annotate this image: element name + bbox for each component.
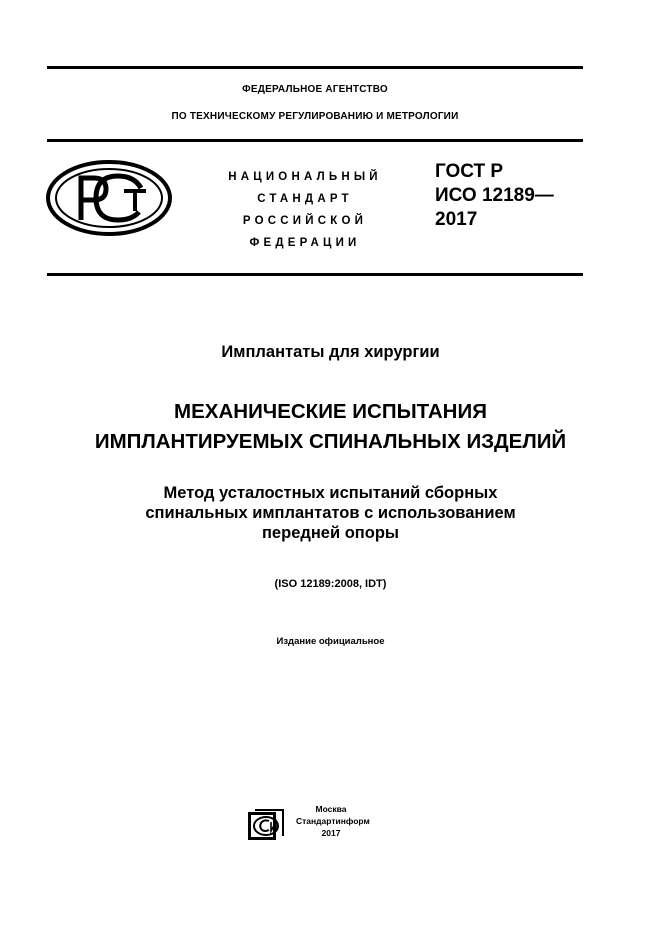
upper-middle-rule [47, 139, 583, 142]
top-rule [47, 66, 583, 69]
main-title-line: МЕХАНИЧЕСКИЕ ИСПЫТАНИЯ [174, 400, 487, 423]
designation-line: ГОСТ Р [435, 161, 504, 182]
lower-middle-rule [47, 273, 583, 276]
publisher-line: 2017 [321, 828, 341, 838]
main-title [0, 397, 661, 457]
agency-name-line-2: ПО ТЕХНИЧЕСКОМУ РЕГУЛИРОВАНИЮ И МЕТРОЛОГИИ [171, 111, 459, 122]
main-title-line: ИМПЛАНТИРУЕМЫХ СПИНАЛЬНЫХ ИЗДЕЛИЙ [94, 430, 567, 453]
edition-label: Издание официальное [276, 636, 385, 647]
publisher-line: Стандартинформ [296, 816, 370, 826]
method-title-line: Метод усталостных испытаний сборных [163, 484, 498, 502]
standard-designation [435, 160, 554, 232]
iso-reference: (ISO 12189:2008, IDT) [274, 578, 387, 590]
rst-certification-mark-icon [46, 160, 172, 236]
method-title [0, 483, 661, 543]
designation-line: ИСО 12189— [435, 185, 554, 206]
agency-name-line-1: ФЕДЕРАЛЬНОЕ АГЕНТСТВО [242, 84, 388, 95]
national-label-line: РОССИЙСКОЙ [242, 215, 368, 227]
national-label-line: НАЦИОНАЛЬНЫЙ [228, 171, 382, 183]
method-title-line: передней опоры [261, 524, 400, 542]
method-title-line: спинальных имплантатов с использованием [145, 504, 516, 522]
publisher-line: Москва [315, 804, 347, 814]
designation-line: 2017 [435, 209, 478, 230]
national-label-line: СТАНДАРТ [257, 193, 353, 205]
standartinform-logo-icon [247, 806, 285, 842]
national-label-line: ФЕДЕРАЦИИ [249, 237, 361, 249]
category-title: Имплантаты для хирургии [221, 343, 440, 361]
publisher-info [296, 803, 370, 839]
national-standard-label [205, 166, 405, 254]
